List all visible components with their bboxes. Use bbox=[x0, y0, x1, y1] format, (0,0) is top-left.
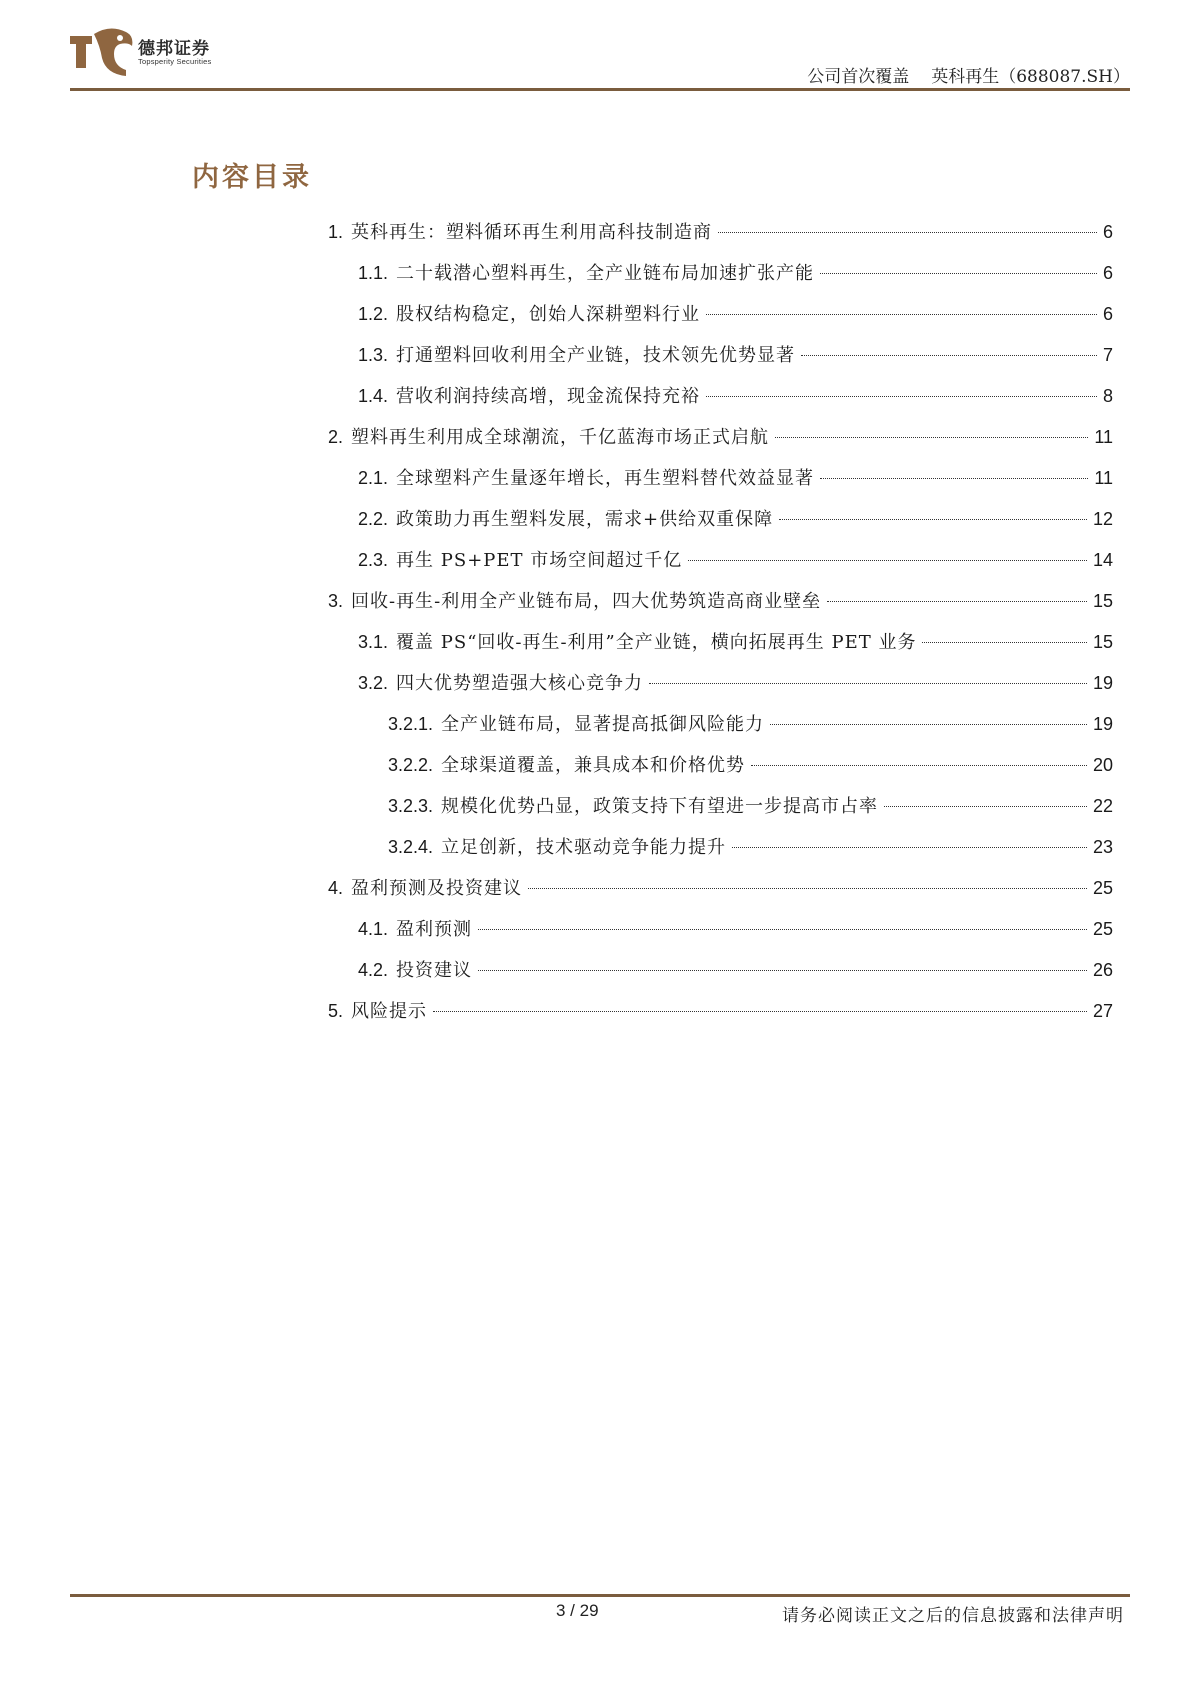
brand-name-cn: 德邦证券 bbox=[138, 39, 210, 59]
toc-entry-label: 风险提示 bbox=[351, 1001, 428, 1022]
report-type: 公司首次覆盖 bbox=[807, 67, 910, 87]
toc-entry-page: 14 bbox=[1092, 550, 1113, 570]
toc-entry-page: 11 bbox=[1094, 427, 1113, 447]
toc-entry[interactable] bbox=[358, 505, 1113, 533]
toc-title: 内容目录 bbox=[192, 162, 312, 193]
toc-entry-label: 全球渠道覆盖，兼具成本和价格优势 bbox=[441, 755, 746, 776]
toc-entry-label: 规模化优势凸显，政策支持下有望进一步提高市占率 bbox=[441, 796, 879, 817]
toc-leader-dots bbox=[820, 478, 1088, 479]
toc-entry-number: 3.2.4. bbox=[388, 837, 434, 857]
toc-leader-dots bbox=[718, 232, 1097, 233]
toc-entry-label: 塑料再生利用成全球潮流，千亿蓝海市场正式启航 bbox=[351, 427, 770, 448]
toc-entry-label: 营收利润持续高增，现金流保持充裕 bbox=[396, 386, 701, 407]
toc-entry-label: 覆盖 PS“回收-再生-利用”全产业链，横向拓展再生 PET 业务 bbox=[396, 632, 917, 653]
toc-entry-number: 1.3. bbox=[358, 345, 389, 365]
toc-entry-number: 4.1. bbox=[358, 919, 389, 939]
toc-entry-number: 2. bbox=[328, 427, 344, 447]
toc-leader-dots bbox=[478, 970, 1087, 971]
toc-leader-dots bbox=[706, 314, 1097, 315]
toc-entry-number: 2.1. bbox=[358, 468, 389, 488]
toc-entry-page: 23 bbox=[1092, 837, 1113, 857]
toc-entry-label: 二十载潜心塑料再生，全产业链布局加速扩张产能 bbox=[396, 263, 815, 284]
toc-entry-number: 3.1. bbox=[358, 632, 389, 652]
footer-divider bbox=[70, 1594, 1130, 1597]
toc-leader-dots bbox=[770, 724, 1087, 725]
toc-entry[interactable] bbox=[328, 997, 1113, 1025]
toc-entry-page: 6 bbox=[1102, 304, 1113, 324]
toc-entry-number: 3.2. bbox=[358, 673, 389, 693]
toc-entry[interactable] bbox=[388, 710, 1113, 738]
toc-entry-page: 11 bbox=[1094, 468, 1113, 488]
toc-entry-page: 25 bbox=[1092, 878, 1113, 898]
toc-leader-dots bbox=[688, 560, 1087, 561]
toc-entry-label: 打通塑料回收利用全产业链，技术领先优势显著 bbox=[396, 345, 796, 366]
toc-leader-dots bbox=[751, 765, 1087, 766]
toc-entry-page: 19 bbox=[1092, 673, 1113, 693]
toc-entry-page: 7 bbox=[1102, 345, 1113, 365]
company-name: 英科再生（688087.SH） bbox=[931, 67, 1130, 87]
toc-entry-label: 回收-再生-利用全产业链布局，四大优势筑造高商业壁垒 bbox=[351, 591, 822, 612]
toc-leader-dots bbox=[884, 806, 1087, 807]
toc-entry-label: 四大优势塑造强大核心竞争力 bbox=[396, 673, 644, 694]
toc-entry-number: 3.2.1. bbox=[388, 714, 434, 734]
toc-entry-page: 15 bbox=[1092, 591, 1113, 611]
toc-entry[interactable] bbox=[358, 628, 1113, 656]
toc-entry[interactable] bbox=[358, 915, 1113, 943]
toc-entry-number: 1. bbox=[328, 222, 344, 242]
toc-entry-page: 26 bbox=[1092, 960, 1113, 980]
toc-entry-number: 5. bbox=[328, 1001, 344, 1021]
toc-entry-label: 英科再生：塑料循环再生利用高科技制造商 bbox=[351, 222, 713, 243]
toc-leader-dots bbox=[433, 1011, 1087, 1012]
toc-entry[interactable] bbox=[358, 382, 1113, 410]
toc-entry-page: 20 bbox=[1092, 755, 1113, 775]
toc-entry-label: 全球塑料产生量逐年增长，再生塑料替代效益显著 bbox=[396, 468, 815, 489]
toc-entry-number: 2.2. bbox=[358, 509, 389, 529]
header-divider bbox=[70, 88, 1130, 91]
toc-entry[interactable] bbox=[358, 464, 1113, 492]
toc-leader-dots bbox=[775, 437, 1088, 438]
toc-leader-dots bbox=[779, 519, 1087, 520]
legal-disclaimer: 请务必阅读正文之后的信息披露和法律声明 bbox=[782, 1606, 1124, 1626]
toc-entry-number: 3. bbox=[328, 591, 344, 611]
toc-entry[interactable] bbox=[328, 587, 1113, 615]
toc-entry-page: 6 bbox=[1102, 263, 1113, 283]
toc-leader-dots bbox=[528, 888, 1087, 889]
toc-entry-label: 股权结构稳定，创始人深耕塑料行业 bbox=[396, 304, 701, 325]
toc-entry-number: 4. bbox=[328, 878, 344, 898]
toc-entry-number: 4.2. bbox=[358, 960, 389, 980]
toc-entry[interactable] bbox=[358, 259, 1113, 287]
toc-entry-label: 投资建议 bbox=[396, 960, 473, 981]
toc-entry-label: 再生 PS+PET 市场空间超过千亿 bbox=[396, 550, 683, 571]
toc-entry-page: 22 bbox=[1092, 796, 1113, 816]
toc-entry[interactable] bbox=[358, 300, 1113, 328]
toc-entry-label: 全产业链布局，显著提高抵御风险能力 bbox=[441, 714, 765, 735]
toc-entry-page: 15 bbox=[1092, 632, 1113, 652]
toc-entry-page: 25 bbox=[1092, 919, 1113, 939]
brand-name-en: Topsperity Securities bbox=[138, 57, 212, 66]
toc-leader-dots bbox=[706, 396, 1097, 397]
toc-entry-number: 1.1. bbox=[358, 263, 389, 283]
toc-entry-label: 盈利预测及投资建议 bbox=[351, 878, 523, 899]
toc-leader-dots bbox=[922, 642, 1087, 643]
toc-entry-page: 19 bbox=[1092, 714, 1113, 734]
toc-entry[interactable] bbox=[328, 218, 1113, 246]
toc-leader-dots bbox=[801, 355, 1097, 356]
toc-entry[interactable] bbox=[328, 423, 1113, 451]
toc-entry[interactable] bbox=[358, 546, 1113, 574]
toc-entry-label: 政策助力再生塑料发展，需求+供给双重保障 bbox=[396, 509, 774, 530]
toc-entry-page: 8 bbox=[1102, 386, 1113, 406]
toc-entry[interactable] bbox=[358, 341, 1113, 369]
toc-entry[interactable] bbox=[388, 833, 1113, 861]
toc-entry[interactable] bbox=[388, 792, 1113, 820]
toc-leader-dots bbox=[732, 847, 1087, 848]
toc-leader-dots bbox=[827, 601, 1087, 602]
toc-entry[interactable] bbox=[328, 874, 1113, 902]
toc-leader-dots bbox=[478, 929, 1087, 930]
toc-entry[interactable] bbox=[358, 669, 1113, 697]
page-header bbox=[70, 24, 1130, 90]
toc-entry-number: 3.2.3. bbox=[388, 796, 434, 816]
toc-entry-page: 12 bbox=[1092, 509, 1113, 529]
toc-leader-dots bbox=[649, 683, 1087, 684]
report-tag bbox=[807, 62, 1130, 87]
toc-entry-number: 1.4. bbox=[358, 386, 389, 406]
page-indicator: 3 / 29 bbox=[556, 1601, 599, 1620]
toc-entry[interactable] bbox=[358, 956, 1113, 984]
toc-leader-dots bbox=[820, 273, 1097, 274]
toc-entry-number: 1.2. bbox=[358, 304, 389, 324]
toc-entry[interactable] bbox=[388, 751, 1113, 779]
toc-entry-label: 盈利预测 bbox=[396, 919, 473, 940]
toc-entry-number: 2.3. bbox=[358, 550, 389, 570]
toc-entry-number: 3.2.2. bbox=[388, 755, 434, 775]
toc-entry-label: 立足创新，技术驱动竞争能力提升 bbox=[441, 837, 727, 858]
toc-entry-page: 27 bbox=[1092, 1001, 1113, 1021]
toc-entry-page: 6 bbox=[1102, 222, 1113, 242]
